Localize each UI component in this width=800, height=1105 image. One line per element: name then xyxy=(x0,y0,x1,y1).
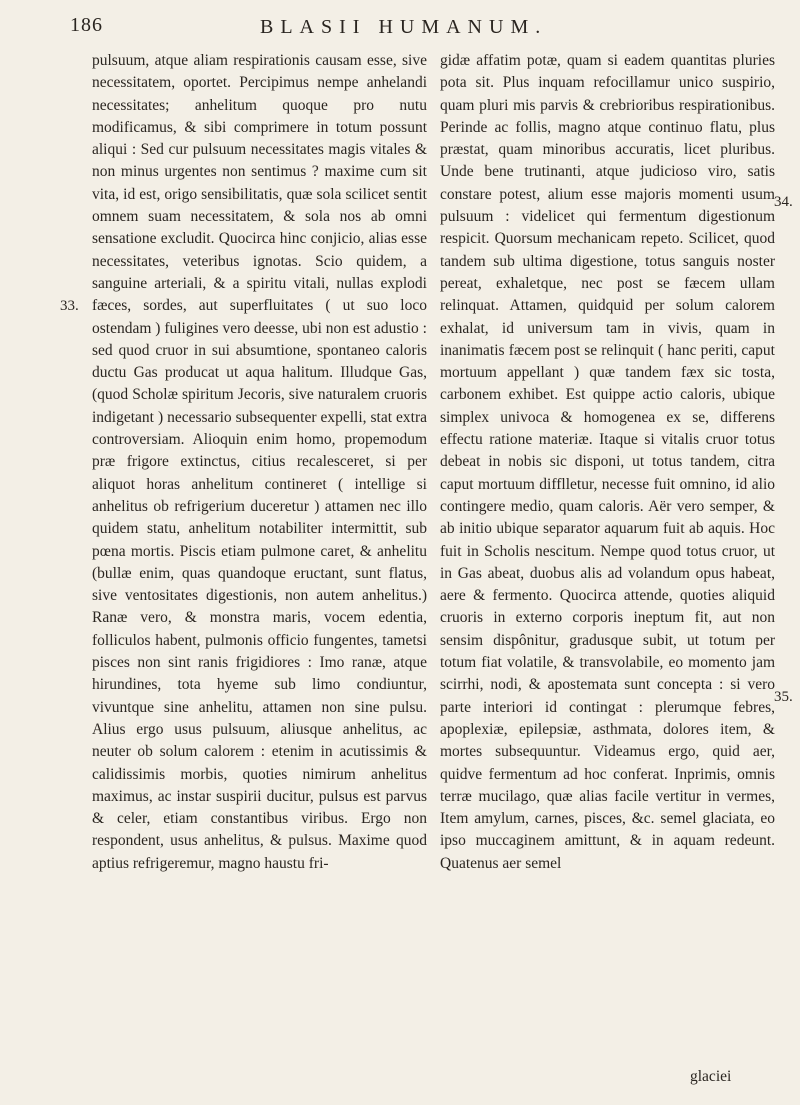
left-column-text: pulsuum, atque aliam respirationis causam esse, sive necessitatem, oportet. Percipimus nempe anhelandi necessitates; anhelitum quoque pro nutu modificamus, & sibi comprimere in totum possunt aliqui : Sed cur pulsuum necessitates magis vitales & non minus urgentes non sentimus ? maxime cum sit vita, id est, origo sensibilitatis, quæ sola scilicet sentit omnem suam necessitatem, & sola nos ab omni sensatione excludit. Quocirca hinc conjicio, alias esse necessitates, veteribus ignotas. Scio quidem, a sanguine arteriali, & a spiritu vitali, nullas explodi fæces, sordes, aut superfluitates ( ut suo loco ostendam ) fuligines vero deesse, ubi non est adustio : sed quod cruor in sui absumtione, spontaneo caloris ductu Gas producat ut aqua halitum. Illudque Gas, (quod Scholæ spiritum Jecoris, sive naturalem cruoris indigetant ) necessario subsequenter expelli, stat extra controversiam. Alioquin enim homo, propemodum præ frigore extinctus, citius recalesceret, si per aliquot horas anhelitum contineret ( intellige si anhelitus ob refrigerium duceretur ) attamen nec illo quidem statu, anhelitum notabiliter intermittit, sub pœna mortis. Piscis etiam pulmone caret, & anhelitu (bullæ enim, quas quandoque eructant, sunt flatus, sive ventositates digestionis, non autem anhelitus.) Ranæ vero, & monstra maris, vocem edentia, folliculos habent, pulmonis officio fungentes, tametsi pisces non sint ranis frigidiores : Imo ranæ, atque hirundines, tota hyeme sub limo condiuntur, vivuntque sine anhelitu, attamen non sine pulsu. Alius ergo usus pulsuum, aliusque anhelitus, ac neuter ob solum calorem : etenim in acutissimis & calidissimis morbis, quoties nimirum anhelitus maximus, ac instar suspirii ducitur, pulsus est parvus & celer, etiam constantibus viribus. Ergo non respondent, usus anhelitus, & pulsus. Maxime quod aptius refrigeremur, magno haustu fri- xyxy=(92,52,427,872)
right-text-column xyxy=(440,50,775,875)
page-number: 186 xyxy=(70,14,103,36)
catchword: glaciei xyxy=(690,1068,732,1085)
margin-number-34: 34. xyxy=(774,194,793,210)
left-text-column xyxy=(92,50,427,875)
running-head: BLASII HUMANUM. xyxy=(260,16,548,38)
margin-number-33: 33. xyxy=(60,298,79,314)
margin-number-35: 35. xyxy=(774,689,793,705)
right-column-text: gidæ affatim potæ, quam si eadem quantitas pluries pota sit. Plus inquam refocillamur unico suspirio, quam pluri mis parvis & crebrioribus respirationibus. Perinde ac follis, magno atque continuo flatu, plus præstat, quam minoribus accuratis, licet pluribus. Unde bene trutinanti, atque judicioso viro, satis constare potest, alium esse majoris momenti usum pulsuum : videlicet qui fermentum digestionum respicit. Quorsum mechanicam repeto. Scilicet, quod tandem sub ultima digestione, totus sanguis noster pereat, exhaletque, nec post se fæcem ullam relinquat. Attamen, quidquid per solum calorem exhalat, id universum tam in vivis, quam in inanimatis fæcem post se relinquit ( hanc periti, caput mortuum appellant ) quæ tandem fæx sic tosta, carbonem exhibet. Est quippe actio caloris, ubique simplex univoca & homogenea ex se, differens effectu ratione materiæ. Itaque si vitalis cruor totus debeat in nobis sic disponi, ut totus tandem, citra caput mortuum difflletur, necesse fuit omnino, id alio contingere medio, quam caloris. Aër vero semper, & ab initio ubique separator aquarum fuit ab aquis. Hoc fuit in Scholis nescitum. Nempe quod totus cruor, ut in Gas abeat, duobus alis ad volandum opus habeat, aere & fermento. Quocirca attende, quoties aliquid cruoris in externo corporis ineptum fit, aut non sensim dispônitur, gradusque subit, ut totum per totum fiat volatile, & transvolabile, eo momento jam scirrhi, nodi, & apostemata sunt concepta : si vero parte interiori id contingat : plerumque febres, apoplexiæ, epilepsiæ, asthmata, dolores item, & mortes subsequuntur. Videamus ergo, quid aer, quidve fermentum ad hoc conferat. Inprimis, omnis terræ mucilago, quæ alias facile vertitur in vermes, Item amylum, carnes, pisces, &c. semel glaciata, eo ipso muccaginem amittunt, & in aquam redeunt. Quatenus aer semel xyxy=(440,52,775,872)
